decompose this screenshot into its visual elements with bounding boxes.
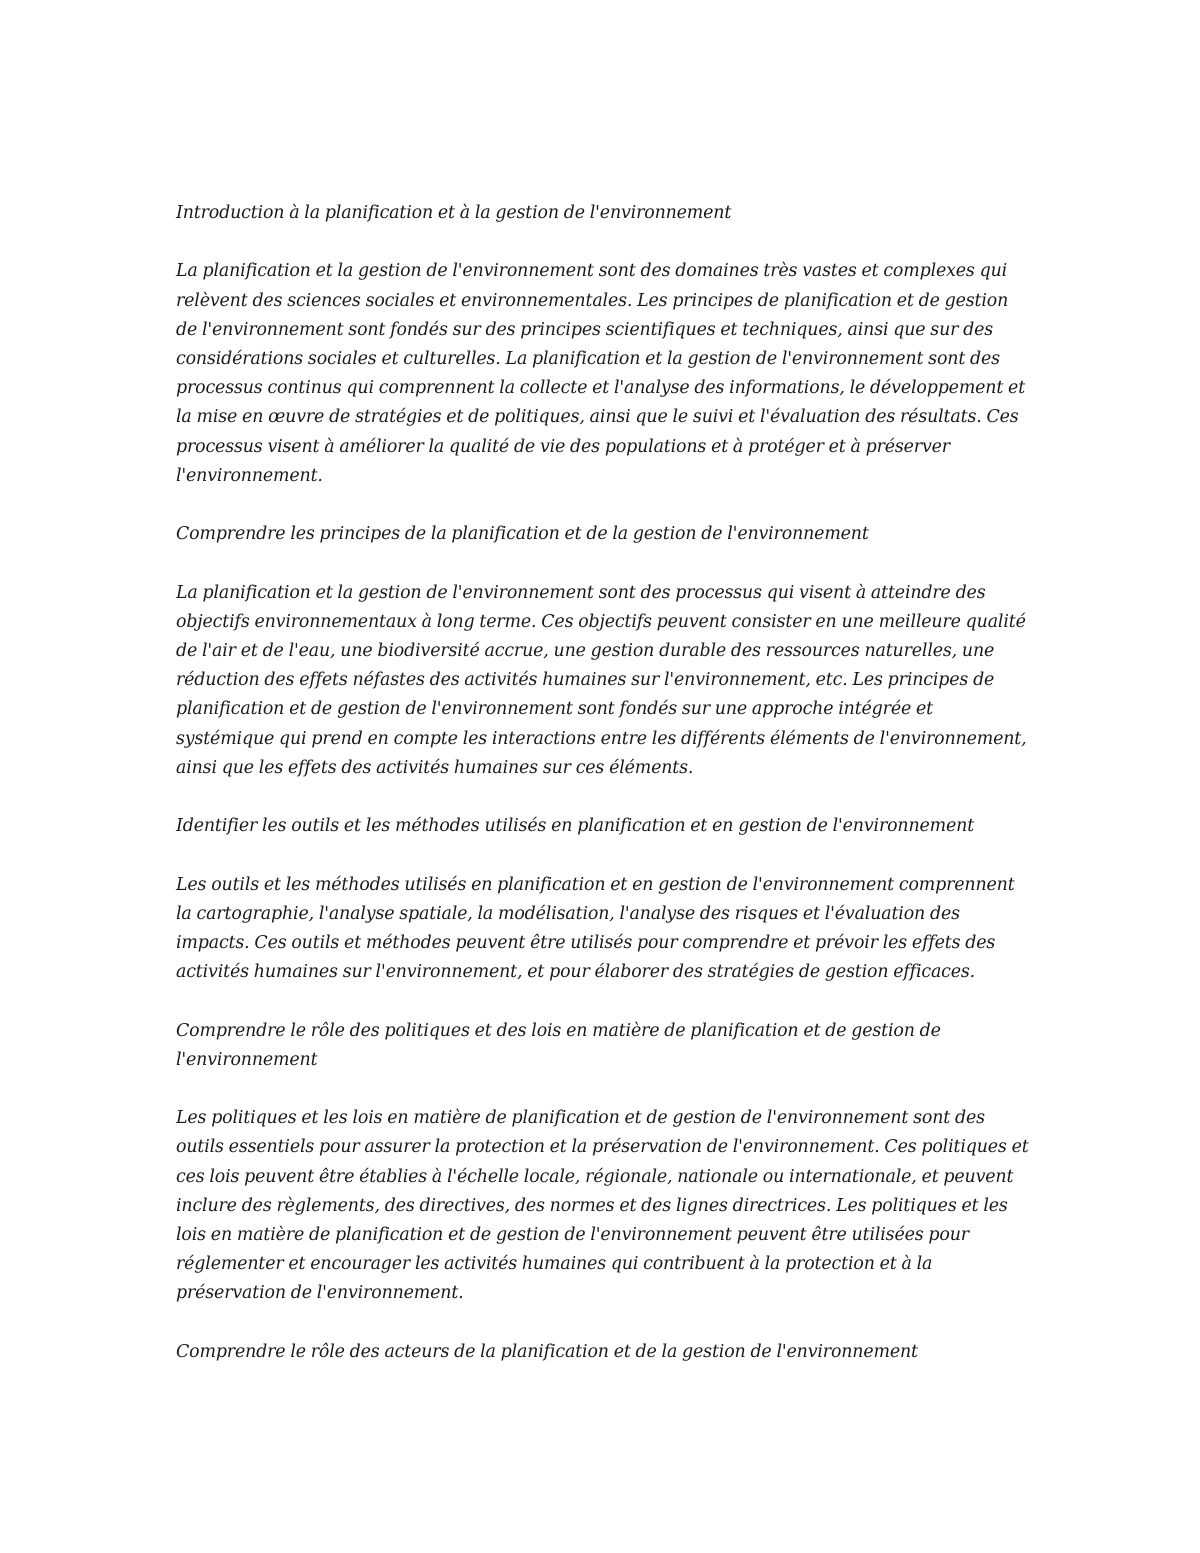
section-heading-introduction: Introduction à la planification et à la gestion de l'environnement xyxy=(176,203,732,223)
section-heading-policies-laws: Comprendre le rôle des politiques et des lois en matière de planification et de gestion de l'environnement xyxy=(176,1020,941,1070)
document-body xyxy=(176,199,1034,1396)
section-heading-actors: Comprendre le rôle des acteurs de la planification et de la gestion de l'environnement xyxy=(176,1341,918,1362)
section-heading-tools-methods: Identifier les outils et les méthodes utilisés en planification et en gestion de l'environnement xyxy=(176,816,975,837)
paragraph-tools-methods: Les outils et les méthodes utilisés en planification et en gestion de l'environnement comprennent la cartographie, l'analyse spatiale, la modélisation, l'analyse des risques et l'évaluation des impacts. Ces outils et méthodes peuvent être utilisés pour comprendre et prévoir les effets des activités humaines sur l'environnement, et pour élaborer des stratégies de gestion efficaces. xyxy=(176,874,1015,983)
section-heading-principles: Comprendre les principes de la planification et de la gestion de l'environnement xyxy=(176,524,869,545)
paragraph-introduction: La planification et la gestion de l'environnement sont des domaines très vastes et complexes qui relèvent des sciences sociales et environnementales. Les principes de planification et de gestion de l'environnement sont fondés sur des principes scientifiques et techniques, ainsi que sur des considérations sociales et culturelles. La planification et la gestion de l'environnement sont des processus continus qui comprennent la collecte et l'analyse des informations, le développement et la mise en œuvre de stratégies et de politiques, ainsi que le suivi et l'évaluation des résultats. Ces processus visent à améliorer la qualité de vie des populations et à protéger et à préserver l'environnement. xyxy=(176,261,1026,486)
paragraph-principles: La planification et la gestion de l'environnement sont des processus qui visent à atteindre des objectifs environnementaux à long terme. Ces objectifs peuvent consister en une meilleure qualité de l'air et de l'eau, une biodiversité accrue, une gestion durable des ressources naturelles, une réduction des effets néfastes des activités humaines sur l'environnement, etc. Les principes de planification et de gestion de l'environnement sont fondés sur une approche intégrée et systémique qui prend en compte les interactions entre les différents éléments de l'environnement, ainsi que les effets des activités humaines sur ces éléments. xyxy=(176,582,1027,778)
paragraph-policies-laws: Les politiques et les lois en matière de planification et de gestion de l'environnement sont des outils essentiels pour assurer la protection et la préservation de l'environnement. Ces politiques et ces lois peuvent être établies à l'échelle locale, régionale, nationale ou internationale, et peuvent inclure des règlements, des directives, des normes et des lignes directrices. Les politiques et les lois en matière de planification et de gestion de l'environnement peuvent être utilisées pour réglementer et encourager les activités humaines qui contribuent à la protection et à la préservation de l'environnement. xyxy=(176,1108,1029,1304)
